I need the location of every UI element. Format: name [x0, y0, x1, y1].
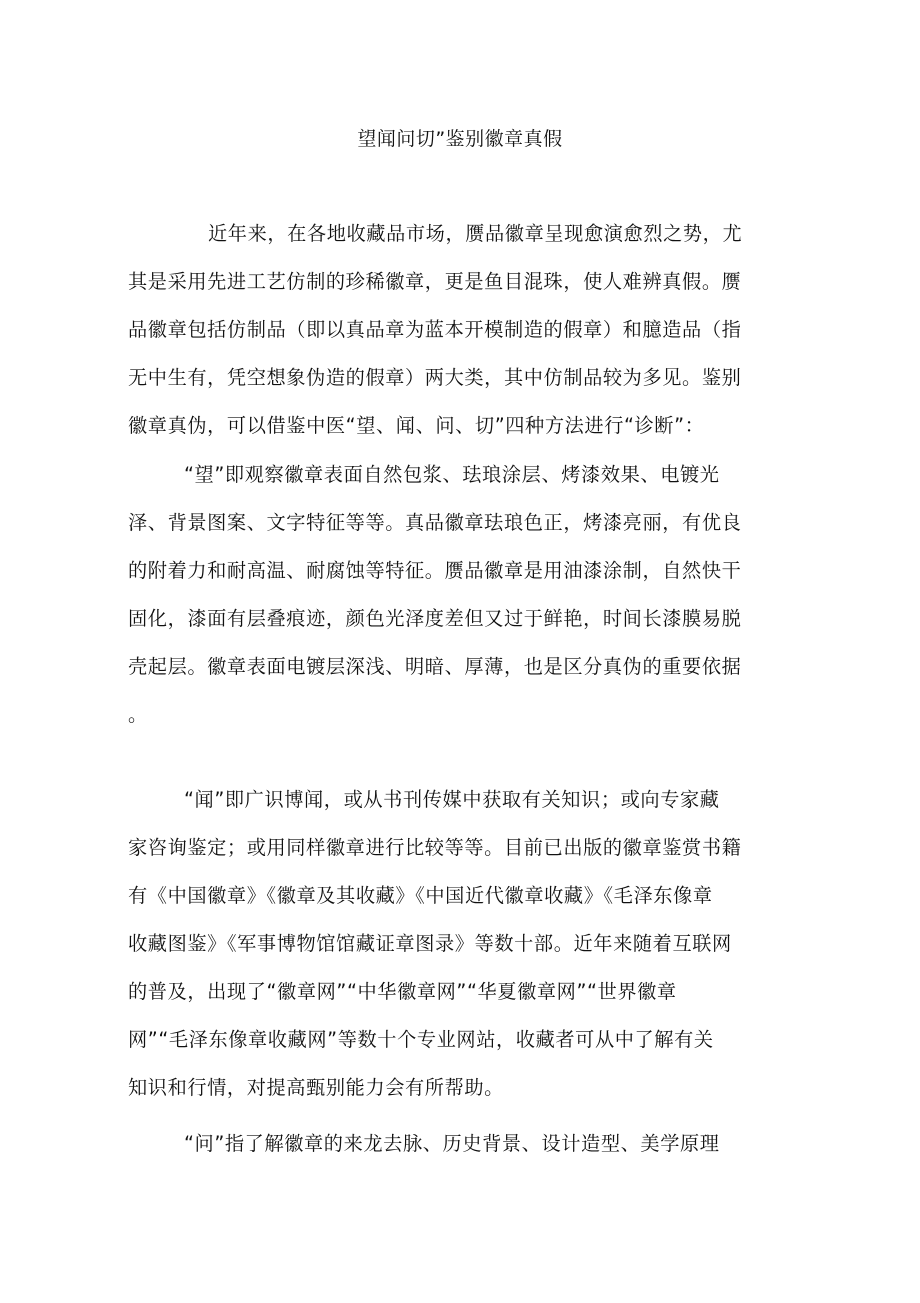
text-line: 其是采用先进工艺仿制的珍稀徽章，更是鱼目混珠，使人难辨真假。赝	[128, 270, 742, 293]
paragraph-intro	[128, 210, 792, 450]
text-line: 近年来，在各地收藏品市场，赝品徽章呈现愈演愈烈之势，尤	[208, 222, 743, 245]
text-line: 的普及，出现了“徽章网”“中华徽章网”“华夏徽章网”“世界徽章	[128, 980, 677, 1003]
text-line: 收藏图鉴》《军事博物馆馆藏证章图录》等数十部。近年来随着互联网	[128, 932, 732, 955]
text-line: 固化，漆面有层叠痕迹，颜色光泽度差但又过于鲜艳，时间长漆膜易脱	[128, 607, 742, 630]
text-line: “问”指了解徽章的来龙去脉、历史背景、设计造型、美学原理	[184, 1132, 720, 1155]
text-line: 有《中国徽章》《徽章及其收藏》《中国近代徽章收藏》《毛泽东像章	[128, 884, 713, 907]
text-line: 网”“毛泽东像章收藏网”等数十个专业网站，收藏者可从中了解有关	[128, 1028, 714, 1051]
text-line: 。	[128, 703, 148, 726]
text-line: 壳起层。徽章表面电镀层深浅、明暗、厚薄，也是区分真伪的重要依据	[128, 655, 742, 678]
text-line: 无中生有，凭空想象伪造的假章）两大类，其中仿制品较为多见。鉴别	[128, 366, 742, 389]
text-line: “望”即观察徽章表面自然包浆、珐琅涂层、烤漆效果、电镀光	[184, 463, 720, 486]
text-line: 徽章真伪，可以借鉴中医“望、闻、问、切”四种方法进行“诊断”：	[128, 414, 705, 437]
text-line: “闻”即广识博闻，或从书刊传媒中获取有关知识；或向专家藏	[184, 788, 720, 811]
text-line: 的附着力和耐高温、耐腐蚀等特征。赝品徽章是用油漆涂制，自然快干	[128, 559, 742, 582]
text-line: 泽、背景图案、文字特征等等。真品徽章珐琅色正，烤漆亮丽，有优良	[128, 511, 742, 534]
document-title: 望闻问切”鉴别徽章真假	[357, 128, 563, 150]
paragraph-wang	[128, 451, 792, 739]
text-line: 品徽章包括仿制品（即以真品章为蓝本开模制造的假章）和臆造品（指	[128, 318, 742, 341]
paragraph-wen	[128, 776, 792, 1112]
text-line: 家咨询鉴定；或用同样徽章进行比较等等。目前已出版的徽章鉴赏书籍	[128, 836, 742, 859]
text-line: 知识和行情，对提高甄别能力会有所帮助。	[128, 1076, 504, 1099]
paragraph-wen-ask	[128, 1120, 792, 1168]
